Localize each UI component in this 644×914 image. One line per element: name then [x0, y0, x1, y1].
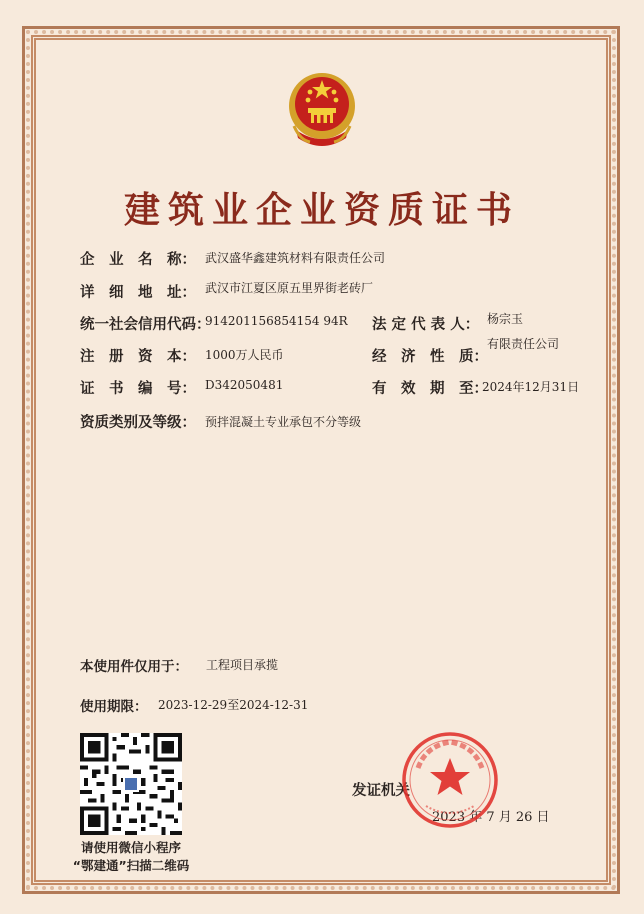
capital-value: 1000万人民币 [205, 348, 284, 362]
cert-no-label: 证 书 编 号： [80, 381, 196, 397]
valid-until-label: 有 效 期 至： [372, 381, 488, 397]
issue-date: 2023 年 7 月 26 日 [432, 810, 550, 825]
credit-code-label: 统一社会信用代码： [80, 317, 211, 333]
qr-caption-line2: “鄂建通”扫描二维码 [72, 858, 190, 873]
usage-period-label: 使用期限： [80, 699, 148, 715]
legal-rep-label: 法 定 代 表 人： [372, 317, 480, 333]
company-name-value: 武汉盛华鑫建筑材料有限责任公司 [205, 251, 386, 265]
cert-no-value: D342050481 [205, 378, 284, 392]
valid-until-value: 2024年12月31日 [482, 380, 580, 394]
address-value: 武汉市江夏区原五里界街老砖厂 [205, 281, 374, 295]
address-label: 详 细 地 址： [80, 285, 196, 301]
qualification-value: 预拌混凝土专业承包不分等级 [205, 415, 362, 429]
usage-period-value: 2023-12-29至2024-12-31 [158, 698, 309, 712]
economic-nature-value: 有限责任公司 [487, 337, 560, 351]
usage-value: 工程项目承揽 [206, 658, 279, 672]
usage-label: 本使用件仅用于： [80, 659, 188, 675]
legal-rep-value: 杨宗玉 [487, 312, 524, 326]
qr-caption-line1: 请使用微信小程序 [80, 840, 181, 855]
company-name-label: 企 业 名 称： [80, 252, 196, 268]
qualification-label: 资质类别及等级： [80, 415, 196, 431]
certificate-title: 建筑业企业资质证书 [123, 189, 520, 231]
national-emblem-icon [286, 68, 358, 154]
official-seal-icon [400, 730, 500, 830]
economic-nature-label: 经 济 性 质： [372, 349, 488, 365]
credit-code-value: 914201156854154 94R [205, 314, 348, 328]
qr-code-icon[interactable] [80, 733, 182, 835]
issuer-label: 发证机关 [352, 783, 410, 799]
capital-label: 注 册 资 本： [80, 349, 196, 365]
